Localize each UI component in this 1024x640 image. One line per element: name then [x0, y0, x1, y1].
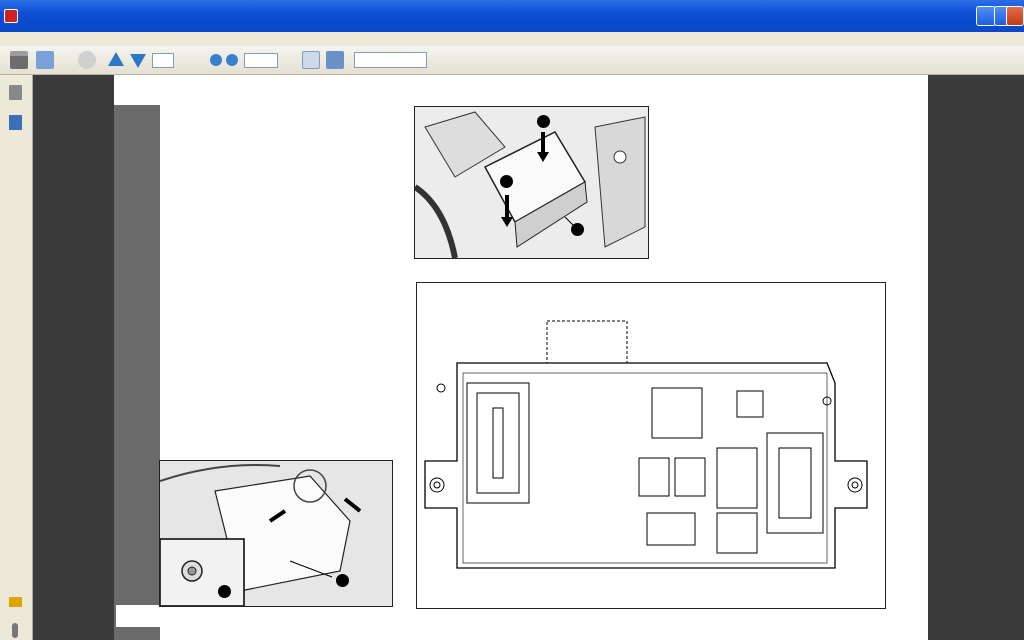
page-number-input[interactable] — [152, 53, 174, 68]
title-bar — [0, 0, 1024, 32]
navigation-pane — [0, 75, 33, 640]
close-button[interactable] — [1006, 6, 1024, 26]
toolbar — [0, 46, 1024, 75]
minimize-button[interactable] — [976, 6, 996, 26]
zoom-input[interactable] — [244, 53, 278, 68]
document-page — [114, 75, 928, 640]
adobe-reader-icon — [4, 9, 18, 23]
figure-56 — [414, 106, 649, 259]
menu-bar — [0, 32, 1024, 46]
scrollbar-area[interactable] — [1014, 75, 1024, 640]
search-input[interactable] — [354, 52, 427, 68]
bookmarks-panel-icon[interactable] — [9, 115, 22, 130]
previous-page-icon[interactable] — [108, 52, 124, 66]
next-page-icon[interactable] — [130, 54, 146, 68]
text-column-1 — [170, 111, 390, 121]
email-dropdown-icon[interactable] — [56, 55, 62, 73]
hand-tool-icon[interactable] — [78, 51, 96, 69]
zoom-in-button[interactable] — [226, 54, 238, 66]
attachments-panel-icon[interactable] — [12, 623, 18, 638]
figure-55-label-a — [218, 585, 231, 598]
figure-55 — [159, 460, 393, 607]
figure-56-label-a1 — [537, 115, 550, 128]
fuse-box-outline — [417, 283, 885, 608]
figure-56-drawing — [415, 107, 648, 258]
zoom-out-button[interactable] — [210, 54, 222, 66]
fit-width-icon[interactable] — [326, 51, 344, 69]
page-number — [116, 605, 160, 627]
print-icon[interactable] — [10, 51, 28, 69]
signatures-panel-icon[interactable] — [9, 597, 22, 607]
figure-56-label-b — [571, 223, 584, 236]
section-label — [120, 135, 140, 295]
email-icon[interactable] — [36, 51, 54, 69]
fit-page-icon[interactable] — [302, 51, 320, 69]
pages-panel-icon[interactable] — [9, 85, 22, 100]
figure-56-label-a2 — [500, 175, 513, 188]
figure-57 — [416, 282, 886, 609]
section-strip — [114, 105, 160, 640]
figure-55-label-b — [336, 574, 349, 587]
figure-55-drawing — [160, 461, 392, 606]
